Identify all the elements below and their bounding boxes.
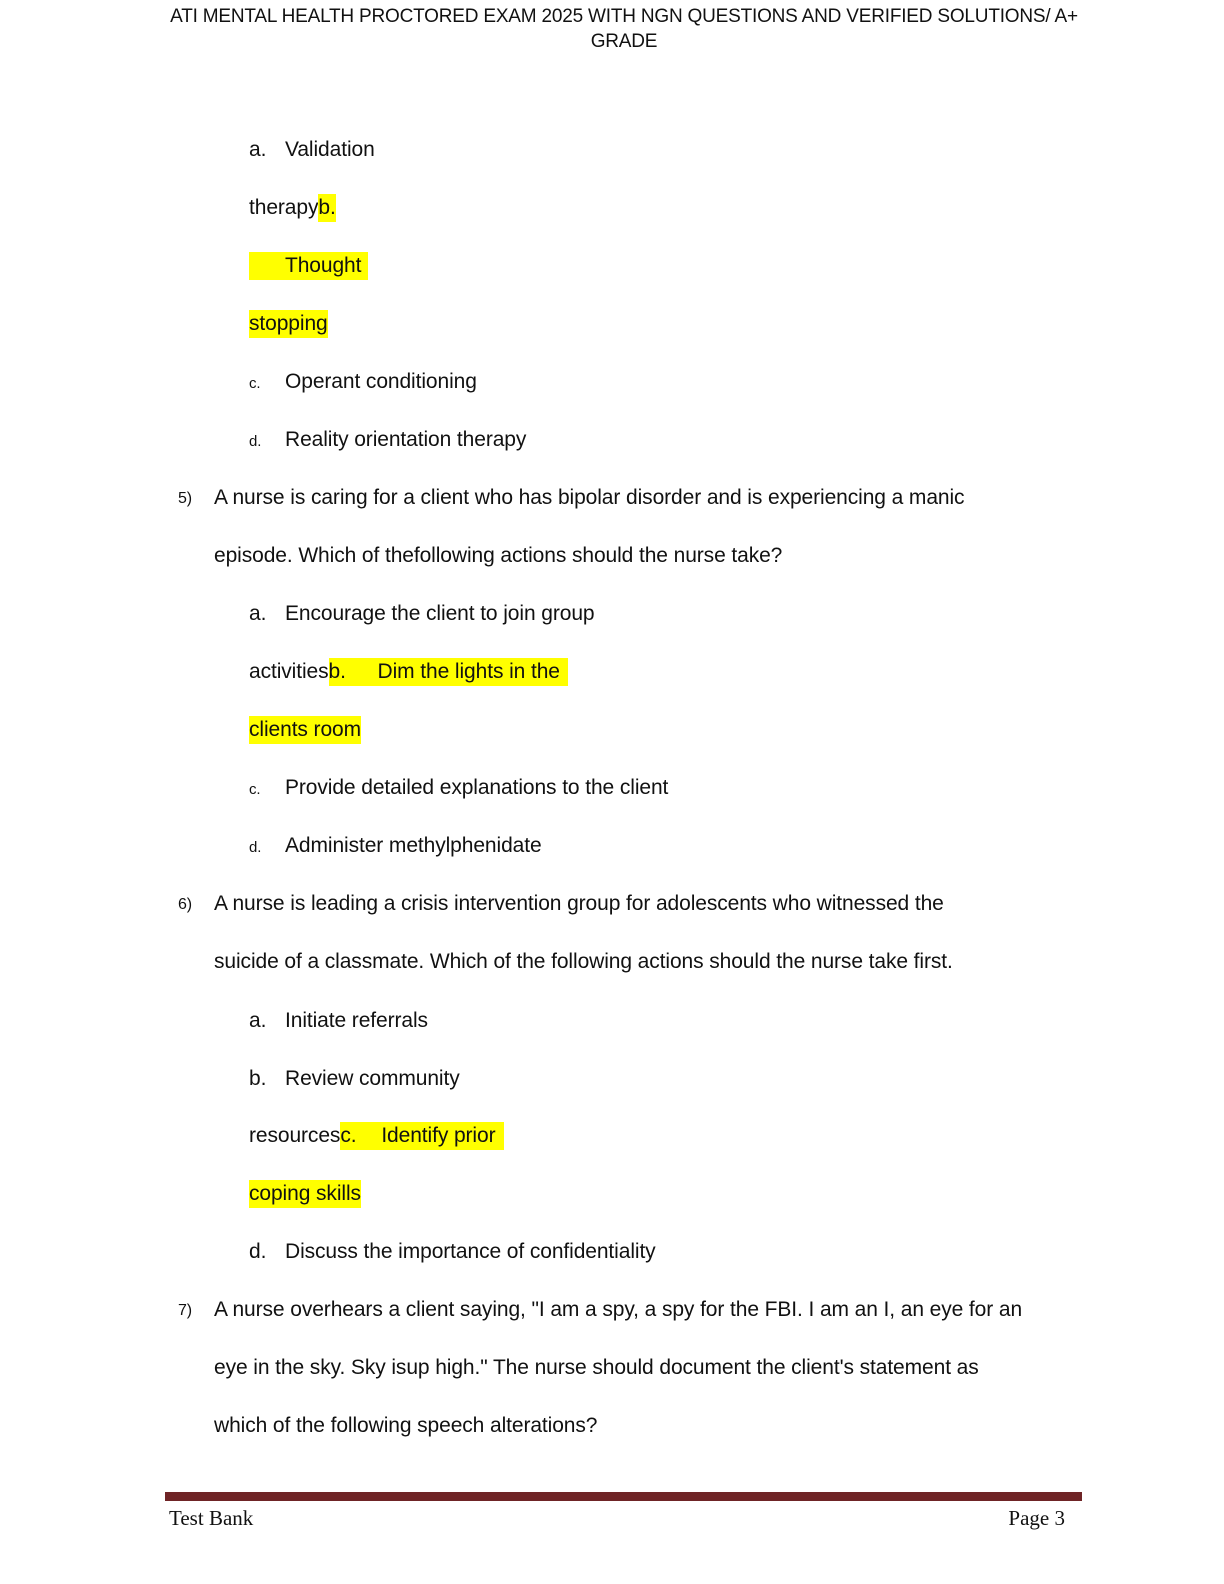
- q4-option-d: [249, 426, 526, 456]
- highlighted-letter: b.: [318, 194, 335, 222]
- option-letter: c.: [249, 375, 261, 392]
- option-text: Dim the lights in the: [377, 660, 560, 683]
- q6-option-a: [249, 1007, 428, 1035]
- header-line-2: GRADE: [590, 31, 658, 52]
- option-text: Reality orientation therapy: [285, 428, 527, 451]
- document-header: [150, 4, 1098, 54]
- q4-option-a-continued: [249, 194, 336, 222]
- option-text: Provide detailed explanations to the client: [285, 776, 669, 799]
- q6-stem-line-2: suicide of a classmate. Which of the following actions should the nurse take first.: [214, 950, 953, 973]
- highlighted-answer-continued: stopping: [249, 310, 328, 338]
- option-text: Administer methylphenidate: [285, 834, 542, 857]
- q4-option-c: [249, 368, 477, 398]
- q4-option-a: [249, 136, 375, 164]
- option-text-continued: resources: [249, 1124, 341, 1147]
- option-text: Discuss the importance of confidentiality: [285, 1240, 656, 1263]
- highlighted-answer-text: Thought: [249, 252, 368, 280]
- q5-option-a-continued: [249, 658, 568, 686]
- q5-stem-line-1: [178, 484, 964, 513]
- q7-stem-line-1: [178, 1296, 1022, 1325]
- footer-divider: [165, 1492, 1082, 1501]
- highlighted-answer-continued: coping skills: [249, 1180, 361, 1208]
- q5-option-b-continued: [249, 716, 361, 744]
- q4-option-b-continued: [249, 310, 328, 338]
- option-letter: c.: [340, 1124, 357, 1147]
- q6-option-c-continued: [249, 1180, 361, 1208]
- question-number: 5): [178, 490, 193, 507]
- option-letter: c.: [249, 781, 261, 798]
- option-text-continued: activities: [249, 660, 329, 683]
- option-letter: b.: [328, 660, 346, 683]
- option-letter: d.: [249, 433, 262, 450]
- highlighted-answer-continued: clients room: [249, 716, 361, 744]
- option-text: Identify prior: [381, 1124, 496, 1147]
- option-letter: a.: [249, 602, 267, 625]
- header-line-1: ATI MENTAL HEALTH PROCTORED EXAM 2025 WITH NGN QUESTIONS AND VERIFIED SOLUTIONS/ A+: [170, 6, 1078, 27]
- q4-option-b-answer: [249, 252, 368, 280]
- highlighted-answer: [340, 1122, 504, 1150]
- option-letter: b.: [249, 1067, 267, 1090]
- option-letter: a.: [249, 138, 267, 161]
- q5-stem-line-2: episode. Which of thefollowing actions should the nurse take?: [214, 544, 783, 567]
- q6-option-b-continued: [249, 1122, 504, 1150]
- question-text: A nurse is caring for a client who has bipolar disorder and is experiencing a manic: [214, 486, 965, 509]
- q6-option-b: [249, 1065, 460, 1093]
- q7-stem-line-3: which of the following speech alterations?: [214, 1414, 598, 1437]
- q5-option-c: [249, 774, 668, 804]
- question-text: A nurse is leading a crisis intervention group for adolescents who witnessed the: [214, 892, 944, 915]
- question-text: A nurse overhears a client saying, "I am a spy, a spy for the FBI. I am an I, an eye for an: [214, 1298, 1023, 1321]
- option-text: Initiate referrals: [285, 1009, 428, 1032]
- option-text: Encourage the client to join group: [285, 602, 595, 625]
- q7-stem-line-2: eye in the sky. Sky isup high." The nurse should document the client's statement as: [214, 1356, 979, 1379]
- q6-stem-line-1: [178, 890, 944, 919]
- option-letter: d.: [249, 1240, 267, 1263]
- option-text: Validation: [285, 138, 375, 161]
- q5-option-a: [249, 600, 594, 628]
- option-letter: d.: [249, 839, 262, 856]
- option-text-continued: therapy: [249, 196, 319, 219]
- question-number: 7): [178, 1302, 193, 1319]
- highlighted-answer: [329, 658, 568, 686]
- page-number: Page 3: [1008, 1506, 1065, 1530]
- option-letter: a.: [249, 1009, 267, 1032]
- question-number: 6): [178, 896, 193, 913]
- option-text: Review community: [285, 1067, 460, 1090]
- option-text: Operant conditioning: [285, 370, 477, 393]
- footer-title: Test Bank: [169, 1506, 254, 1530]
- q5-option-d: [249, 832, 542, 862]
- q6-option-d: [249, 1238, 656, 1266]
